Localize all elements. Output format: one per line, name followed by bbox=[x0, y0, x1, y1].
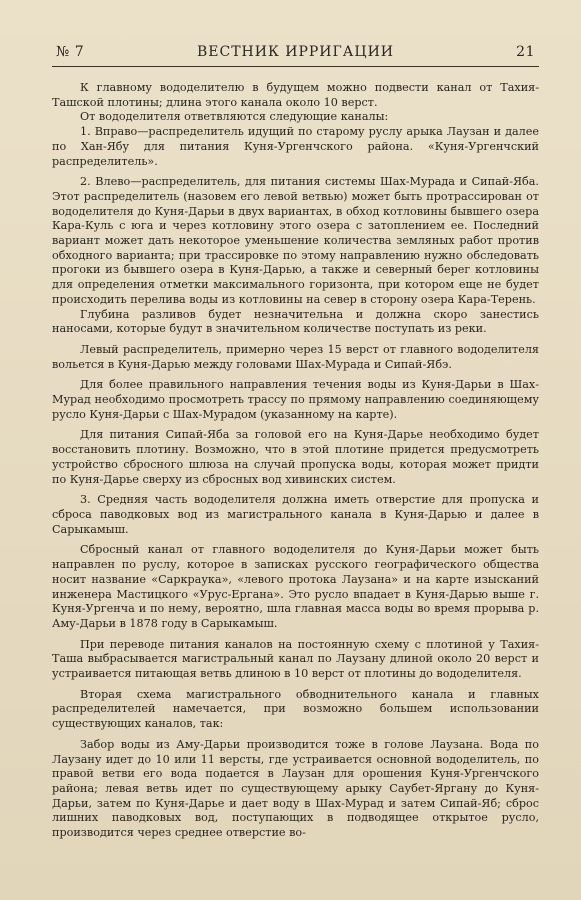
paragraph: 1. Вправо—распределитель идущий по старому руслу арыка Лаузан и далее по Хан-Ябу для питания Куня-Ургенчского района. «Куня-Ургенчский распределитель». bbox=[52, 125, 539, 168]
paragraph: Сбросный канал от главного вододелителя до Куня-Дарьи может быть направлен по руслу, которое в записках русского географического общества носит название «Саркраука», «левого протока Лаузана» и на карте изысканий инженера Мастицкого «Урус-Ергана». Это русло впадает в Куня-Дарью выше г. Куня-Ургенча и по нему, вероятно, шла главная масса воды во время прорыва р. Аму-Дарьи в 1878 году в Сарыкамыш. bbox=[52, 543, 539, 630]
page-number: 21 bbox=[516, 44, 535, 60]
paragraph: Для более правильного направления течения воды из Куня-Дарьи в Шах-Мурад необходимо просмотреть трассу по прямому направлению соединяющему русло Куня-Дарьи с Шах-Мурадом (указанному на карте). bbox=[52, 378, 539, 421]
running-header bbox=[52, 42, 539, 67]
paragraph: Глубина разливов будет незначительна и должна скоро занестись наносами, которые будут в значительном количестве поступать из реки. bbox=[52, 307, 539, 336]
paragraph: Для питания Сипай-Яба за головой его на Куня-Дарье необходимо будет восстановить плотину. Возможно, что в этой плотине придется предусмотреть устройство сбросного шлюза на случай пропуска воды, которая может придти по Куня-Дарье сверху из сбросных вод хивинских систем. bbox=[52, 428, 539, 486]
issue-number: № 7 bbox=[56, 44, 85, 60]
paragraph: Вторая схема магистрального обводнительного канала и главных распределителей намечается, при возможно большем использовании существующих каналов, так: bbox=[52, 687, 539, 731]
paragraph: Левый распределитель, примерно через 15 верст от главного вододелителя вольется в Куня-Дарью между головами Шах-Мурада и Сипай-Ябэ. bbox=[52, 342, 539, 371]
journal-title: ВЕСТНИК ИРРИГАЦИИ bbox=[196, 44, 395, 60]
paragraph: При переводе питания каналов на постоянную схему с плотиной у Тахия-Таша выбрасывается магистральный канал по Лаузану длиной около 20 верст и устраивается питающая ветвь длиною в 10 верст от плотины до вододелителя. bbox=[52, 637, 539, 681]
paragraph: 3. Средняя часть вододелителя должна иметь отверстие для пропуска и сброса паводковых вод из магистрального канала в Куня-Дарью и далее в Сарыкамыш. bbox=[52, 493, 539, 536]
paragraph: 2. Влево—распределитель, для питания системы Шах-Мурада и Сипай-Яба. Этот распределитель (назовем его левой ветвью) может быть протрассирован от вододелителя до Куня-Дарьи в двух вариантах, в обход котловины бывшего озера Кара-Куль с юга и через котловину этого озера с затоплением ее. Последний вариант может дать некоторое уменьшение количества земляных работ против обходного варианта; при трассировке по этому направлению нужно обследовать прогоки из бывшего озера в Куня-Дарью, а также и северный берег котловины для определения отметки максимального горизонта, при котором еще не будет происходить перелива воды из котловины на север в сторону озера Кара-Терень. bbox=[52, 175, 539, 306]
paragraph: Забор воды из Аму-Дарьи производится тоже в голове Лаузана. Вода по Лаузану идет до 10 или 11 версты, где устраивается основной вододелитель, по правой ветви его вода подается в Лаузан для орошения Куня-Ургенчского района; левая ветвь идет по существующему арыку Саубет-Яргану до Куня-Дарьи, затем по Куня-Дарье и дает воду в Шах-Мурад и затем Сипай-Яб; сброс лишних паводковых вод, поступающих в подводящее открытое русло, производится через среднее отверстие во- bbox=[52, 737, 539, 840]
paragraph: К главному вододелителю в будущем можно подвести канал от Тахия-Ташской плотины; длина этого канала около 10 верст. bbox=[52, 81, 539, 109]
paragraph: От вододелителя ответвляются следующие каналы: bbox=[80, 110, 389, 124]
article-body bbox=[52, 81, 539, 841]
